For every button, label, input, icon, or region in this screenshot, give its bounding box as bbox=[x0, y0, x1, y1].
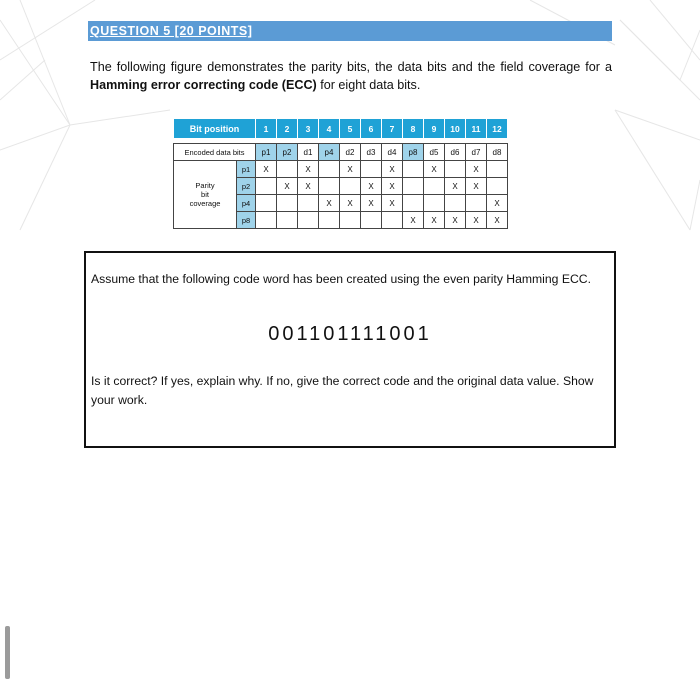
intro-paragraph bbox=[90, 58, 612, 94]
coverage-label-line: Parity bbox=[195, 181, 215, 190]
parity-row-label: p8 bbox=[237, 212, 256, 229]
coverage-cell bbox=[403, 195, 424, 212]
scroll-indicator[interactable] bbox=[5, 626, 10, 679]
bit-position-row bbox=[174, 119, 508, 139]
coverage-cell: X bbox=[424, 212, 445, 229]
coverage-cell: X bbox=[487, 212, 508, 229]
coverage-cell bbox=[445, 161, 466, 178]
bit-position-cell: 11 bbox=[466, 119, 487, 139]
coverage-cell: X bbox=[298, 178, 319, 195]
coverage-cell bbox=[319, 212, 340, 229]
coverage-cell: X bbox=[445, 212, 466, 229]
coverage-cell: X bbox=[319, 195, 340, 212]
coverage-cell: X bbox=[298, 161, 319, 178]
encoded-cell: d3 bbox=[361, 144, 382, 161]
bit-position-cell: 7 bbox=[382, 119, 403, 139]
coverage-cell bbox=[277, 212, 298, 229]
coverage-cell: X bbox=[277, 178, 298, 195]
assume-text: Assume that the following code word has been created using the even parity Hamming ECC. bbox=[91, 272, 591, 286]
coverage-cell: X bbox=[340, 195, 361, 212]
bit-position-cell: 6 bbox=[361, 119, 382, 139]
coverage-cell: X bbox=[466, 178, 487, 195]
bit-position-label: Bit position bbox=[174, 119, 256, 139]
coverage-cell: X bbox=[361, 195, 382, 212]
coverage-cell bbox=[424, 195, 445, 212]
coverage-cell bbox=[256, 212, 277, 229]
coverage-cell: X bbox=[466, 161, 487, 178]
bit-position-cell: 1 bbox=[256, 119, 277, 139]
bit-position-cell: 8 bbox=[403, 119, 424, 139]
bit-position-cell: 3 bbox=[298, 119, 319, 139]
coverage-cell bbox=[361, 161, 382, 178]
encoded-cell: d7 bbox=[466, 144, 487, 161]
coverage-cell bbox=[319, 178, 340, 195]
coverage-cell bbox=[424, 178, 445, 195]
intro-text: The following figure demonstrates the parity bits, the data bits and the field coverage for a bbox=[90, 60, 612, 74]
parity-row-label: p1 bbox=[237, 161, 256, 178]
coverage-cell bbox=[466, 195, 487, 212]
coverage-cell bbox=[487, 178, 508, 195]
encoded-cell: d2 bbox=[340, 144, 361, 161]
coverage-label-line: bit bbox=[201, 190, 209, 199]
bit-position-cell: 5 bbox=[340, 119, 361, 139]
coverage-cell bbox=[445, 195, 466, 212]
coverage-cell: X bbox=[445, 178, 466, 195]
bit-position-cell: 12 bbox=[487, 119, 508, 139]
bit-position-cell: 2 bbox=[277, 119, 298, 139]
hamming-table bbox=[173, 118, 508, 229]
coverage-label bbox=[174, 161, 237, 229]
coverage-cell bbox=[382, 212, 403, 229]
coverage-cell: X bbox=[382, 195, 403, 212]
coverage-cell: X bbox=[256, 161, 277, 178]
coverage-cell: X bbox=[466, 212, 487, 229]
coverage-cell bbox=[403, 161, 424, 178]
encoded-label: Encoded data bits bbox=[174, 144, 256, 161]
coverage-cell bbox=[256, 178, 277, 195]
question-header bbox=[88, 21, 612, 41]
coverage-cell bbox=[319, 161, 340, 178]
coverage-cell bbox=[298, 195, 319, 212]
encoded-cell: d8 bbox=[487, 144, 508, 161]
coverage-cell bbox=[298, 212, 319, 229]
coverage-cell: X bbox=[424, 161, 445, 178]
coverage-cell: X bbox=[403, 212, 424, 229]
code-word: 001101111001 bbox=[268, 323, 432, 345]
bit-position-cell: 10 bbox=[445, 119, 466, 139]
parity-row-label: p2 bbox=[237, 178, 256, 195]
coverage-cell: X bbox=[382, 161, 403, 178]
question-header-text: QUESTION 5 [20 POINTS] bbox=[90, 24, 253, 38]
intro-tail-text: for eight data bits. bbox=[316, 78, 421, 92]
bit-position-cell: 9 bbox=[424, 119, 445, 139]
coverage-cell bbox=[277, 195, 298, 212]
coverage-cell bbox=[277, 161, 298, 178]
encoded-cell: d6 bbox=[445, 144, 466, 161]
coverage-cell: X bbox=[487, 195, 508, 212]
encoded-cell: p1 bbox=[256, 144, 277, 161]
encoded-row bbox=[174, 144, 508, 161]
coverage-row-p1 bbox=[174, 161, 508, 178]
intro-bold-text: Hamming error correcting code (ECC) bbox=[90, 78, 317, 92]
encoded-cell: d5 bbox=[424, 144, 445, 161]
coverage-cell: X bbox=[340, 161, 361, 178]
encoded-cell: d4 bbox=[382, 144, 403, 161]
question-box bbox=[84, 251, 616, 448]
encoded-cell: p8 bbox=[403, 144, 424, 161]
coverage-cell bbox=[340, 178, 361, 195]
encoded-cell: p2 bbox=[277, 144, 298, 161]
coverage-cell: X bbox=[382, 178, 403, 195]
parity-row-label: p4 bbox=[237, 195, 256, 212]
question-text: Is it correct? If yes, explain why. If no, give the correct code and the original data value. Show your work. bbox=[91, 374, 594, 407]
bit-position-cell: 4 bbox=[319, 119, 340, 139]
coverage-cell: X bbox=[361, 178, 382, 195]
coverage-cell bbox=[403, 178, 424, 195]
coverage-label-line: coverage bbox=[189, 199, 221, 208]
encoded-cell: d1 bbox=[298, 144, 319, 161]
coverage-cell bbox=[340, 212, 361, 229]
encoded-cell: p4 bbox=[319, 144, 340, 161]
coverage-cell bbox=[361, 212, 382, 229]
coverage-cell bbox=[256, 195, 277, 212]
coverage-cell bbox=[487, 161, 508, 178]
